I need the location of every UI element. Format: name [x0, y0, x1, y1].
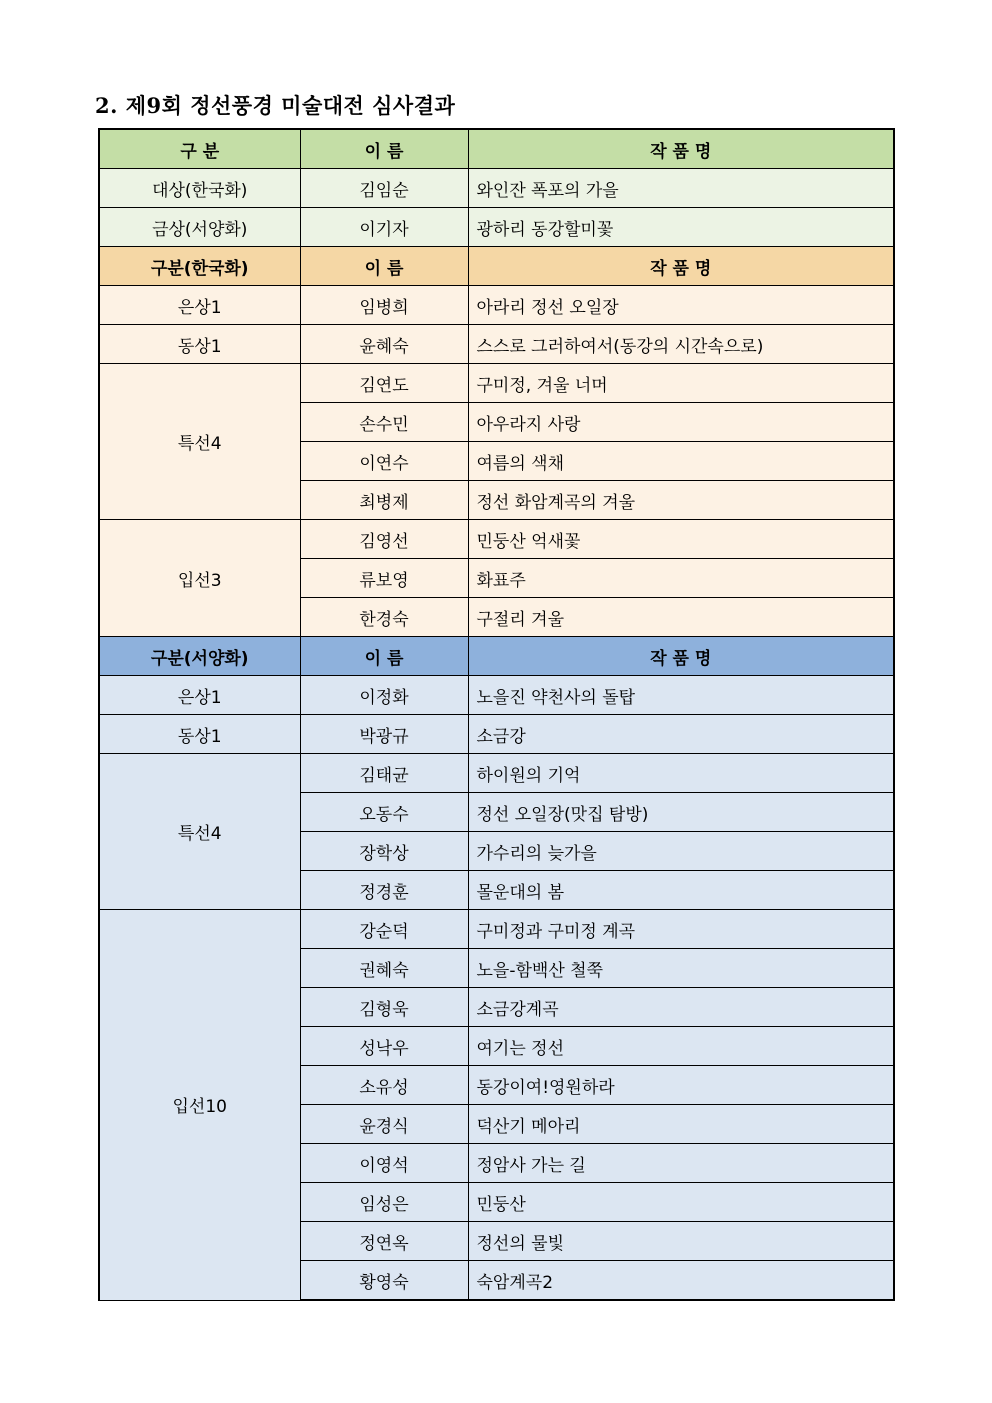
artist-name: 이기자 [300, 208, 468, 247]
table-row [99, 715, 894, 754]
artwork-title: 아라리 정선 오일장 [468, 286, 894, 325]
artwork-title: 여기는 정선 [468, 1027, 894, 1066]
table-row [99, 676, 894, 715]
artist-name: 소유성 [300, 1066, 468, 1105]
artwork-title: 숙암계곡2 [468, 1261, 894, 1301]
artwork-title: 몰운대의 봄 [468, 871, 894, 910]
header-name: 이 름 [300, 247, 468, 286]
award-category: 대상(한국화) [99, 169, 300, 208]
artwork-title: 덕산기 메아리 [468, 1105, 894, 1144]
artwork-title: 아우라지 사랑 [468, 403, 894, 442]
award-category: 은상1 [99, 286, 300, 325]
artwork-title: 광하리 동강할미꽃 [468, 208, 894, 247]
artwork-title: 가수리의 늦가을 [468, 832, 894, 871]
artist-name: 한경숙 [300, 598, 468, 637]
artwork-title: 정선의 물빛 [468, 1222, 894, 1261]
artist-name: 김영선 [300, 520, 468, 559]
page-title: 2. 제9회 정선풍경 미술대전 심사결과 [95, 93, 456, 118]
artist-name: 이영석 [300, 1144, 468, 1183]
artwork-title: 민둥산 [468, 1183, 894, 1222]
table-row [99, 208, 894, 247]
header-work: 작 품 명 [468, 129, 894, 169]
header-work: 작 품 명 [468, 637, 894, 676]
artwork-title: 소금강 [468, 715, 894, 754]
table-row [99, 754, 894, 793]
artist-name: 장학상 [300, 832, 468, 871]
artist-name: 손수민 [300, 403, 468, 442]
results-table-body [99, 129, 894, 1300]
artist-name: 윤혜숙 [300, 325, 468, 364]
artwork-title: 정선 화암계곡의 겨울 [468, 481, 894, 520]
artist-name: 임병희 [300, 286, 468, 325]
artwork-title: 하이원의 기억 [468, 754, 894, 793]
grand-header-row [99, 129, 894, 169]
artwork-title: 민둥산 억새꽃 [468, 520, 894, 559]
artist-name: 최병제 [300, 481, 468, 520]
award-category: 은상1 [99, 676, 300, 715]
award-category: 입선3 [99, 520, 300, 637]
artist-name: 임성은 [300, 1183, 468, 1222]
artist-name: 이정화 [300, 676, 468, 715]
western-header-row [99, 637, 894, 676]
artist-name: 김연도 [300, 364, 468, 403]
table-row [99, 325, 894, 364]
artist-name: 정경훈 [300, 871, 468, 910]
artwork-title: 화표주 [468, 559, 894, 598]
award-category: 특선4 [99, 754, 300, 910]
artist-name: 정연옥 [300, 1222, 468, 1261]
artwork-title: 노을-함백산 철쭉 [468, 949, 894, 988]
award-category: 동상1 [99, 325, 300, 364]
artwork-title: 정선 오일장(맛집 탐방) [468, 793, 894, 832]
results-table [98, 128, 895, 1301]
table-row [99, 169, 894, 208]
table-row [99, 286, 894, 325]
artist-name: 윤경식 [300, 1105, 468, 1144]
header-name: 이 름 [300, 637, 468, 676]
header-category: 구분(서양화) [99, 637, 300, 676]
artist-name: 김임순 [300, 169, 468, 208]
artist-name: 황영숙 [300, 1261, 468, 1301]
header-category: 구 분 [99, 129, 300, 169]
artwork-title: 구절리 겨울 [468, 598, 894, 637]
table-row [99, 520, 894, 559]
korean-header-row [99, 247, 894, 286]
artist-name: 이연수 [300, 442, 468, 481]
award-category: 입선10 [99, 910, 300, 1301]
artwork-title: 와인잔 폭포의 가을 [468, 169, 894, 208]
award-category: 동상1 [99, 715, 300, 754]
artwork-title: 동강이여!영원하라 [468, 1066, 894, 1105]
header-category: 구분(한국화) [99, 247, 300, 286]
artwork-title: 여름의 색채 [468, 442, 894, 481]
artist-name: 김형욱 [300, 988, 468, 1027]
award-category: 특선4 [99, 364, 300, 520]
artist-name: 류보영 [300, 559, 468, 598]
table-row [99, 364, 894, 403]
artist-name: 박광규 [300, 715, 468, 754]
artist-name: 성낙우 [300, 1027, 468, 1066]
artist-name: 오동수 [300, 793, 468, 832]
header-work: 작 품 명 [468, 247, 894, 286]
header-name: 이 름 [300, 129, 468, 169]
artwork-title: 구미정과 구미정 계곡 [468, 910, 894, 949]
artwork-title: 스스로 그러하여서(동강의 시간속으로) [468, 325, 894, 364]
artwork-title: 정암사 가는 길 [468, 1144, 894, 1183]
artwork-title: 소금강계곡 [468, 988, 894, 1027]
artwork-title: 노을진 약천사의 돌탑 [468, 676, 894, 715]
table-row [99, 910, 894, 949]
award-category: 금상(서양화) [99, 208, 300, 247]
artist-name: 권혜숙 [300, 949, 468, 988]
artist-name: 김태균 [300, 754, 468, 793]
artwork-title: 구미정, 겨울 너머 [468, 364, 894, 403]
artist-name: 강순덕 [300, 910, 468, 949]
